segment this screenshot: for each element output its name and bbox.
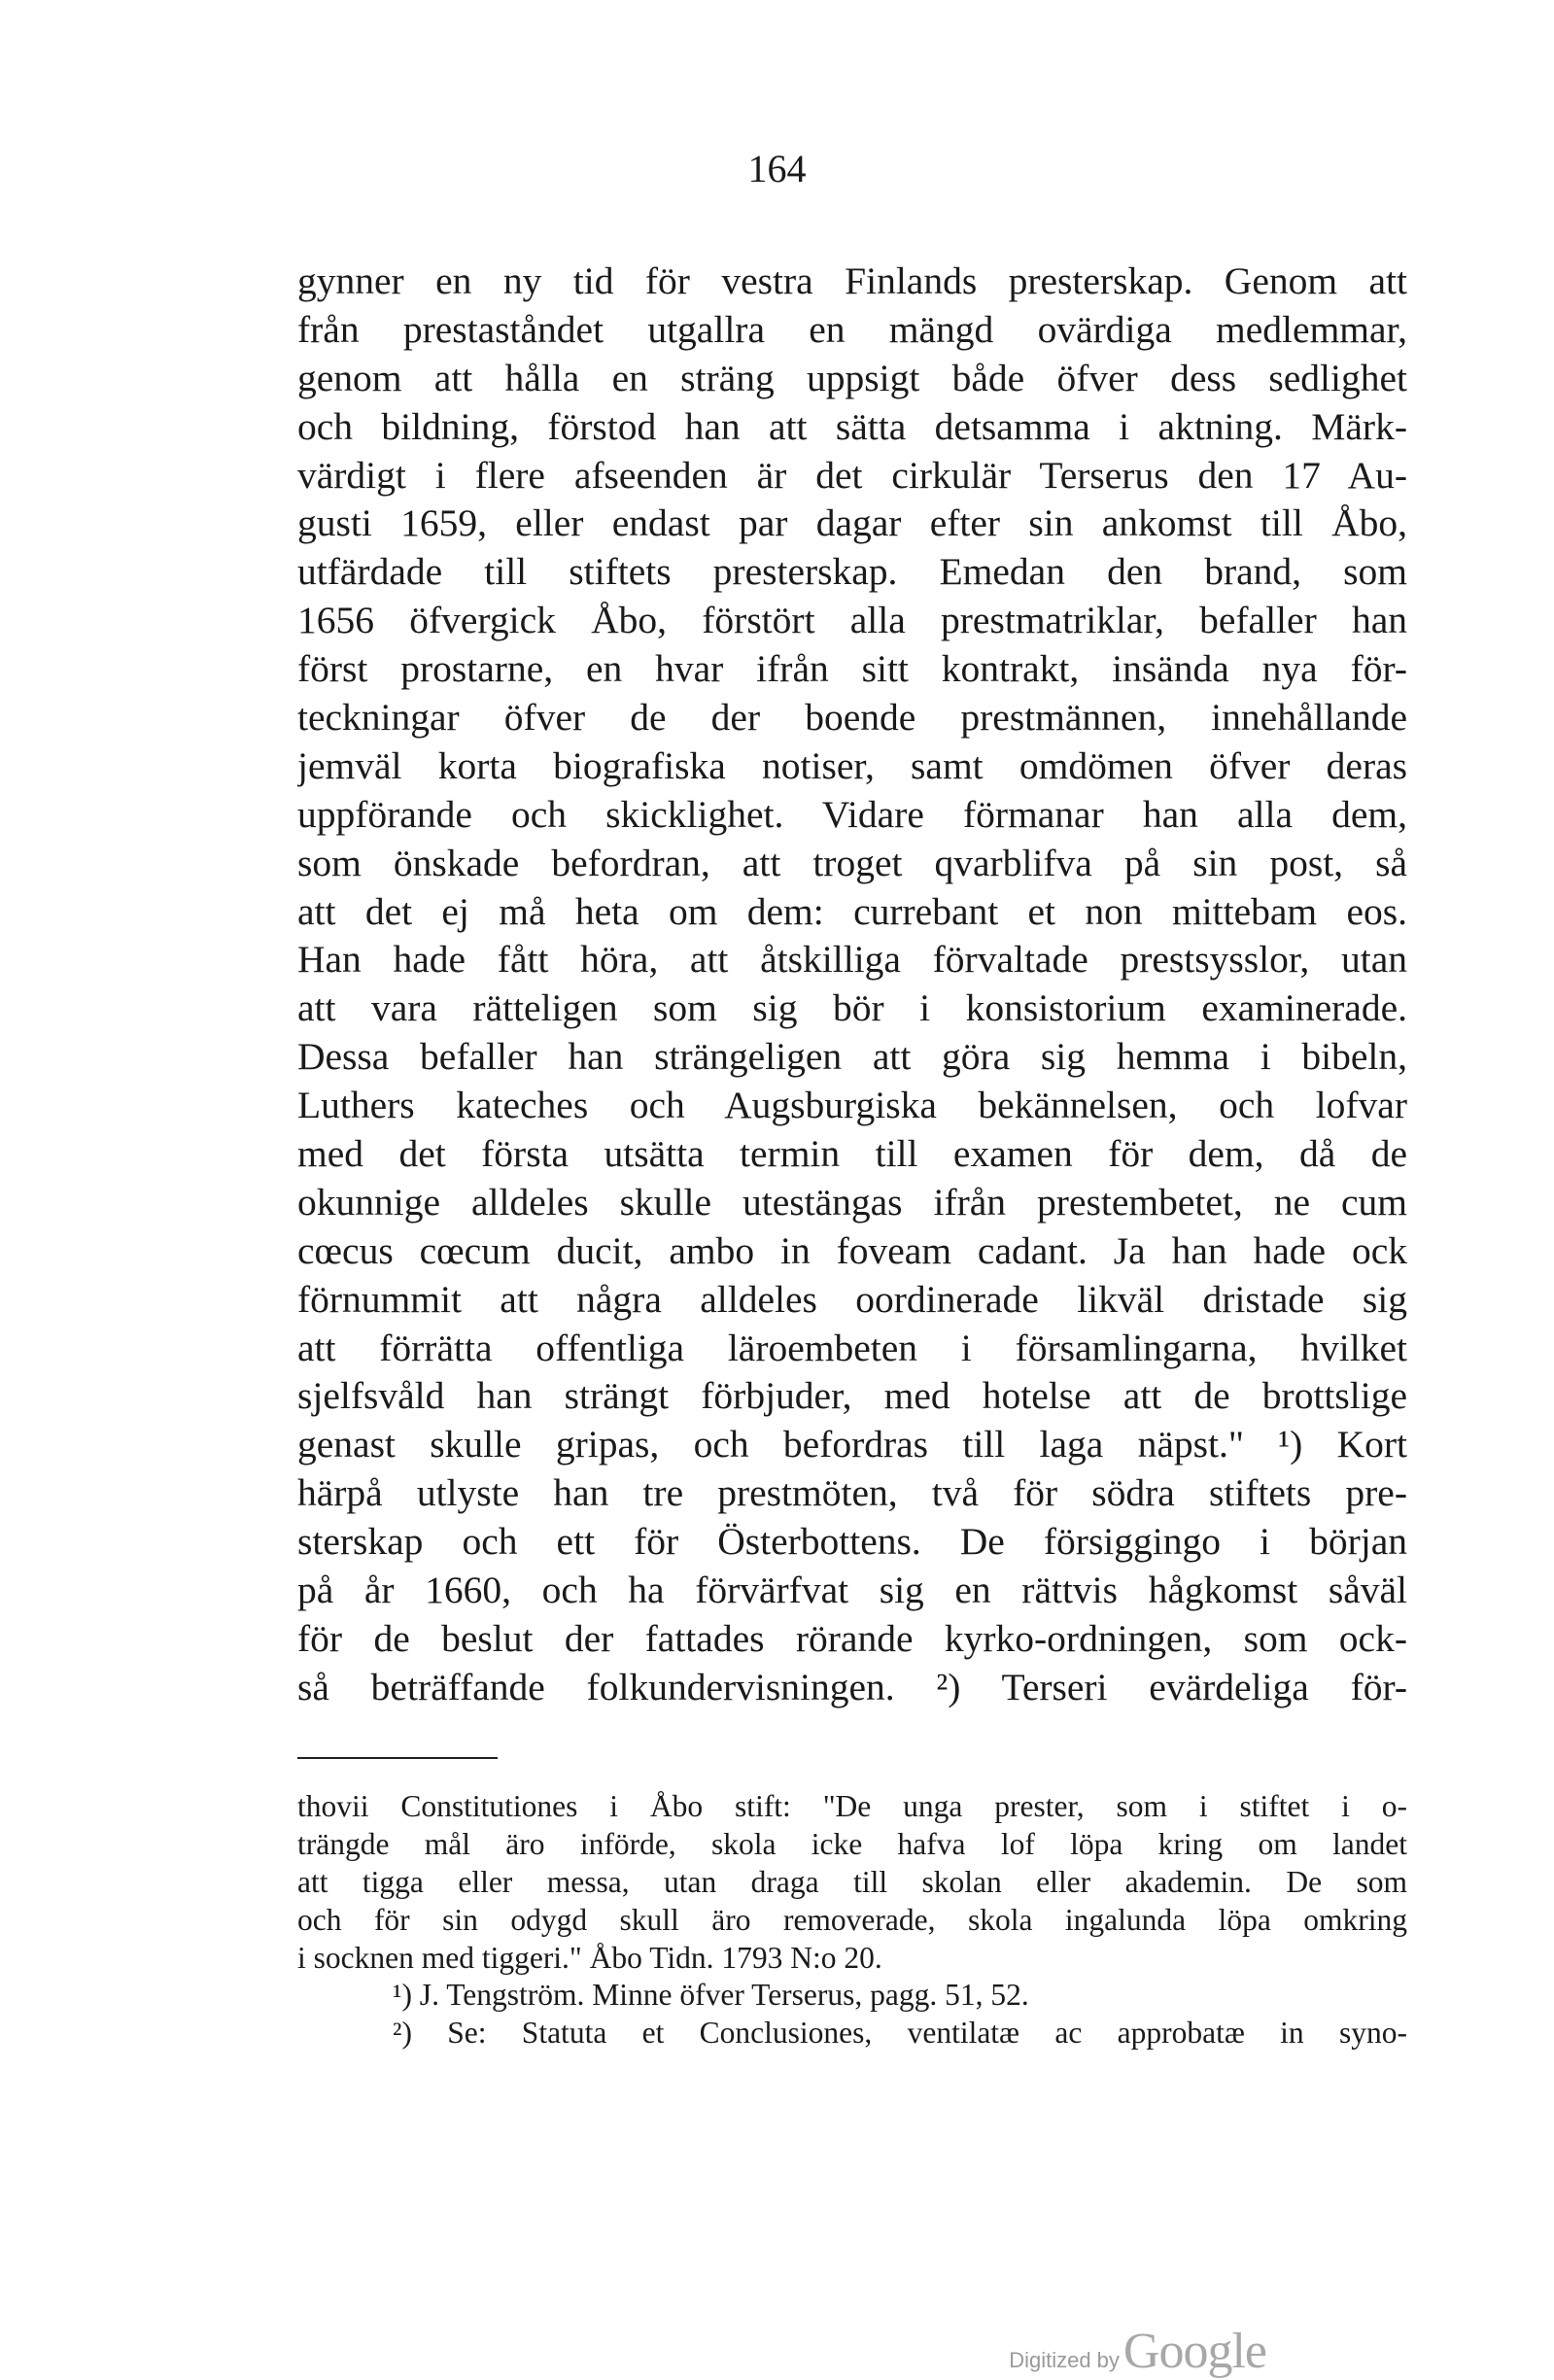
footnote-line: att tigga eller messa, utan draga till skolan eller akademin. De som [297,1864,1407,1899]
body-line: med det första utsätta termin till examen för dem, då de [297,1132,1407,1176]
body-line: genast skulle gripas, och befordras till laga näpst." ¹) Kort [297,1423,1407,1466]
body-line: på år 1660, och ha förvärfvat sig en rättvis hågkomst såväl [297,1569,1407,1612]
body-line: utfärdade till stiftets presterskap. Emedan den brand, som [297,550,1407,594]
body-line: cœcus cœcum ducit, ambo in foveam cadant. Ja han hade ock [297,1228,1407,1272]
body-line: 1656 öfvergick Åbo, förstört alla prestmatriklar, befaller han [297,599,1407,642]
footnotes [297,1788,1407,2052]
body-line: att förrätta offentliga läroembeten i församlingarna, hvilket [297,1326,1407,1369]
body-line: genom att hålla en sträng uppsigt både öfver dess sedlighet [297,356,1407,399]
body-line: först prostarne, en hvar ifrån sitt kontrakt, insända nya för- [297,647,1407,691]
body-line: härpå utlyste han tre prestmöten, två för södra stiftets pre- [297,1471,1407,1515]
body-line: Dessa befaller han strängeligen att göra sig hemma i bibeln, [297,1035,1407,1079]
footnote-line: thovii Constitutiones i Åbo stift: "De unga prester, som i stiftet i o- [297,1789,1407,1823]
body-line: jemväl korta biografiska notiser, samt omdömen öfver deras [297,743,1407,787]
footnote-line: i socknen med tiggeri." Åbo Tidn. 1793 N:o 20. [297,1940,882,1975]
body-line: så beträffande folkundervisningen. ²) Terseri evärdeliga för- [297,1665,1407,1708]
footnote-divider [297,1757,498,1759]
body-line: sterskap och ett för Österbottens. De försiggingo i början [297,1520,1407,1564]
body-line: teckningar öfver de der boende prestmännen, innehållande [297,696,1407,740]
footnote-line: och för sin odygd skull äro removerade, skola ingalunda löpa omkring [297,1902,1407,1937]
body-line: gusti 1659, eller endast par dagar efter sin ankomst till Åbo, [297,501,1407,545]
body-line: och bildning, förstod han att sätta detsamma i aktning. Märk- [297,404,1407,448]
body-line: okunnige alldeles skulle utestängas ifrån prestembetet, ne cum [297,1180,1407,1224]
google-logo: Google [1122,2324,1266,2379]
body-line: för de beslut der fattades rörande kyrko-ordningen, som ock- [297,1616,1407,1660]
body-text [297,258,1407,1712]
body-line: Han hade fått höra, att åtskilliga förvaltade prestsysslor, utan [297,938,1407,982]
body-line: uppförande och skicklighet. Vidare förmanar han alla dem, [297,792,1407,836]
body-line: att vara rätteligen som sig bör i konsistorium examinerade. [297,986,1407,1030]
body-line: från prestaståndet utgallra en mängd ovärdiga medlemmar, [297,307,1407,351]
watermark-small-text: Digitized by [1009,2348,1120,2372]
body-line: sjelfsvåld han strängt förbjuder, med hotelse att de brottslige [297,1374,1407,1418]
digitized-watermark [1009,2323,1266,2380]
body-line: Luthers kateches och Augsburgiska bekännelsen, och lofvar [297,1084,1407,1127]
body-line: som önskade befordran, att troget qvarblifva på sin post, så [297,841,1407,884]
footnote-line: trängde mål äro införde, skola icke hafva lof löpa kring om landet [297,1826,1407,1861]
footnote-ref-2: ²) Se: Statuta et Conclusiones, ventilatæ ac approbatæ in syno- [393,2016,1407,2051]
body-line: att det ej må heta om dem: currebant et non mittebam eos. [297,889,1407,933]
footnote-ref-1: ¹) J. Tengström. Minne öfver Terserus, pagg. 51, 52. [393,1978,1029,2013]
body-line: förnummit att några alldeles oordinerade likväl dristade sig [297,1277,1407,1321]
body-line: gynner en ny tid för vestra Finlands presterskap. Genom att [297,259,1407,302]
body-line: värdigt i flere afseenden är det cirkulär Terserus den 17 Au- [297,453,1407,497]
page-number: 164 [747,147,807,190]
